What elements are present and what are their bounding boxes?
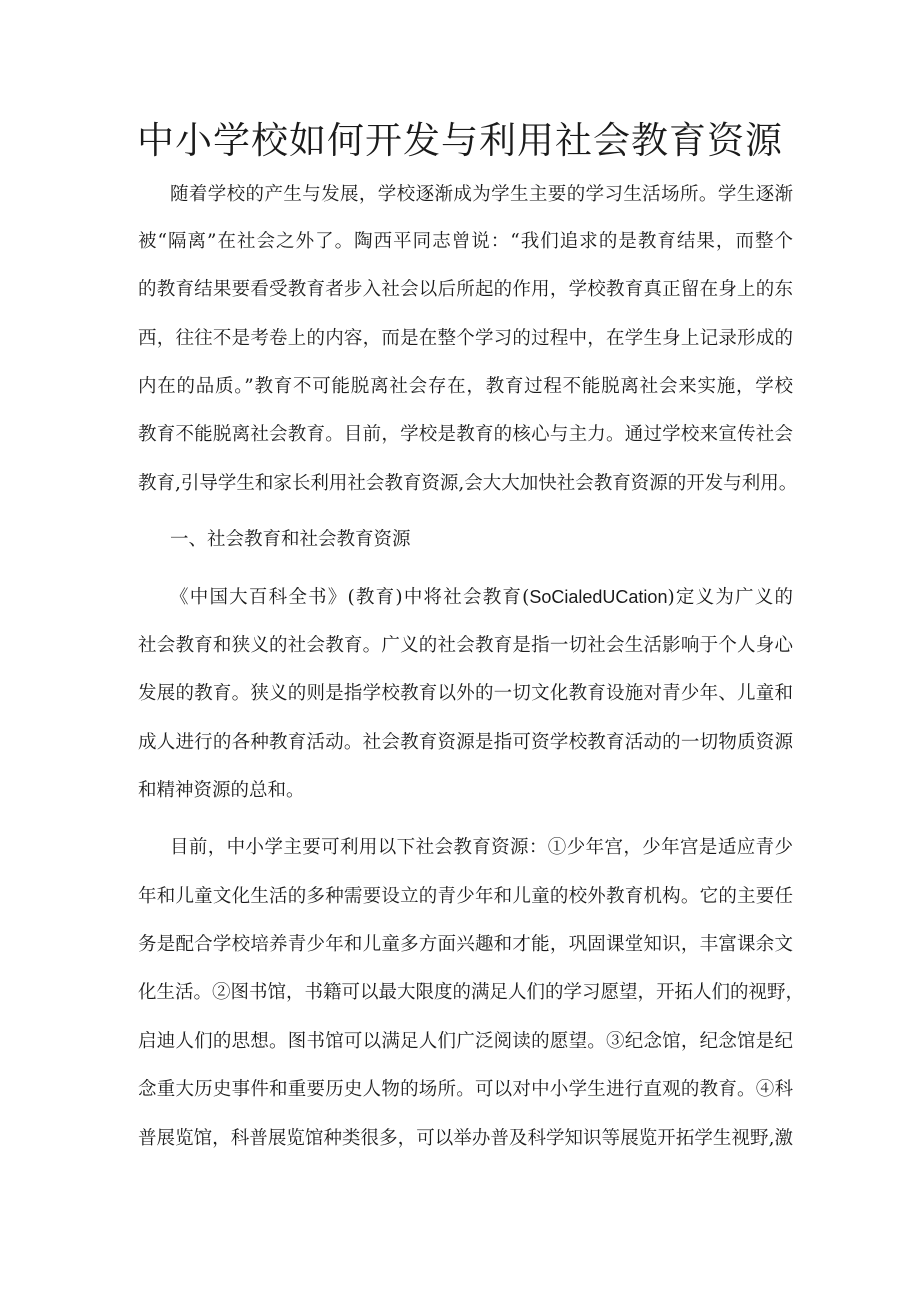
paragraph-2-line-1-before: 《中国大百科全书》(教育)中将社会教育( [170,587,530,608]
paragraph-2-line-4: 成人进行的各种教育活动。社会教育资源是指可资学校教育活动的一切物质资源 [138,732,793,753]
paragraph-1-line-3: 的教育结果要看受教育者步入社会以后所起的作用，学校教育真正留在身上的东 [138,279,793,300]
paragraph-1-line-7: 教育,引导学生和家长利用社会教育资源,会大大加快社会教育资源的开发与利用。 [138,473,798,494]
paragraph-3-line-2: 年和儿童文化生活的多种需要设立的青少年和儿童的校外教育机构。它的主要任 [138,886,793,907]
paragraph-2-line-1 [170,583,793,612]
paragraph-3-line-6: 念重大历史事件和重要历史人物的场所。可以对中小学生进行直观的教育。④科 [138,1079,793,1100]
paragraph-3-line-7: 普展览馆，科普展览馆种类很多，可以举办普及科学知识等展览开拓学生视野,激 [138,1128,793,1149]
paragraph-1-line-4: 西，往往不是考卷上的内容，而是在整个学习的过程中，在学生身上记录形成的 [138,328,793,349]
section-heading: 一、社会教育和社会教育资源 [170,529,411,550]
paragraph-3-line-4: 化生活。②图书馆，书籍可以最大限度的满足人们的学习愿望，开拓人们的视野， [138,982,805,1003]
paragraph-1-line-1: 随着学校的产生与发展，学校逐渐成为学生主要的学习生活场所。学生逐渐 [170,184,793,205]
paragraph-3-line-5: 启迪人们的思想。图书馆可以满足人们广泛阅读的愿望。③纪念馆，纪念馆是纪 [138,1031,793,1052]
paragraph-2-line-3: 发展的教育。狭义的则是指学校教育以外的一切文化教育设施对青少年、儿童和 [138,683,793,704]
paragraph-2-line-5: 和精神资源的总和。 [138,780,305,801]
english-term: SoCialedUCation [529,587,668,607]
paragraph-1-line-5: 内在的品质。”教育不可能脱离社会存在，教育过程不能脱离社会来实施，学校 [138,376,793,397]
paragraph-3-line-1: 目前，中小学主要可利用以下社会教育资源：①少年宫，少年宫是适应青少 [170,837,793,858]
paragraph-3-line-3: 务是配合学校培养青少年和儿童多方面兴趣和才能，巩固课堂知识，丰富课余文 [138,934,793,955]
paragraph-1-line-2: 被“隔离”在社会之外了。陶西平同志曾说：“我们追求的是教育结果，而整个 [138,231,793,252]
paragraph-2-line-1-after: )定义为广义的 [667,587,794,608]
paragraph-1-line-6: 教育不能脱离社会教育。目前，学校是教育的核心与主力。通过学校来宣传社会 [138,424,793,445]
paragraph-2-line-2: 社会教育和狭义的社会教育。广义的社会教育是指一切社会生活影响于个人身心 [138,635,793,656]
document-title: 中小学校如何开发与利用社会教育资源 [137,119,783,162]
